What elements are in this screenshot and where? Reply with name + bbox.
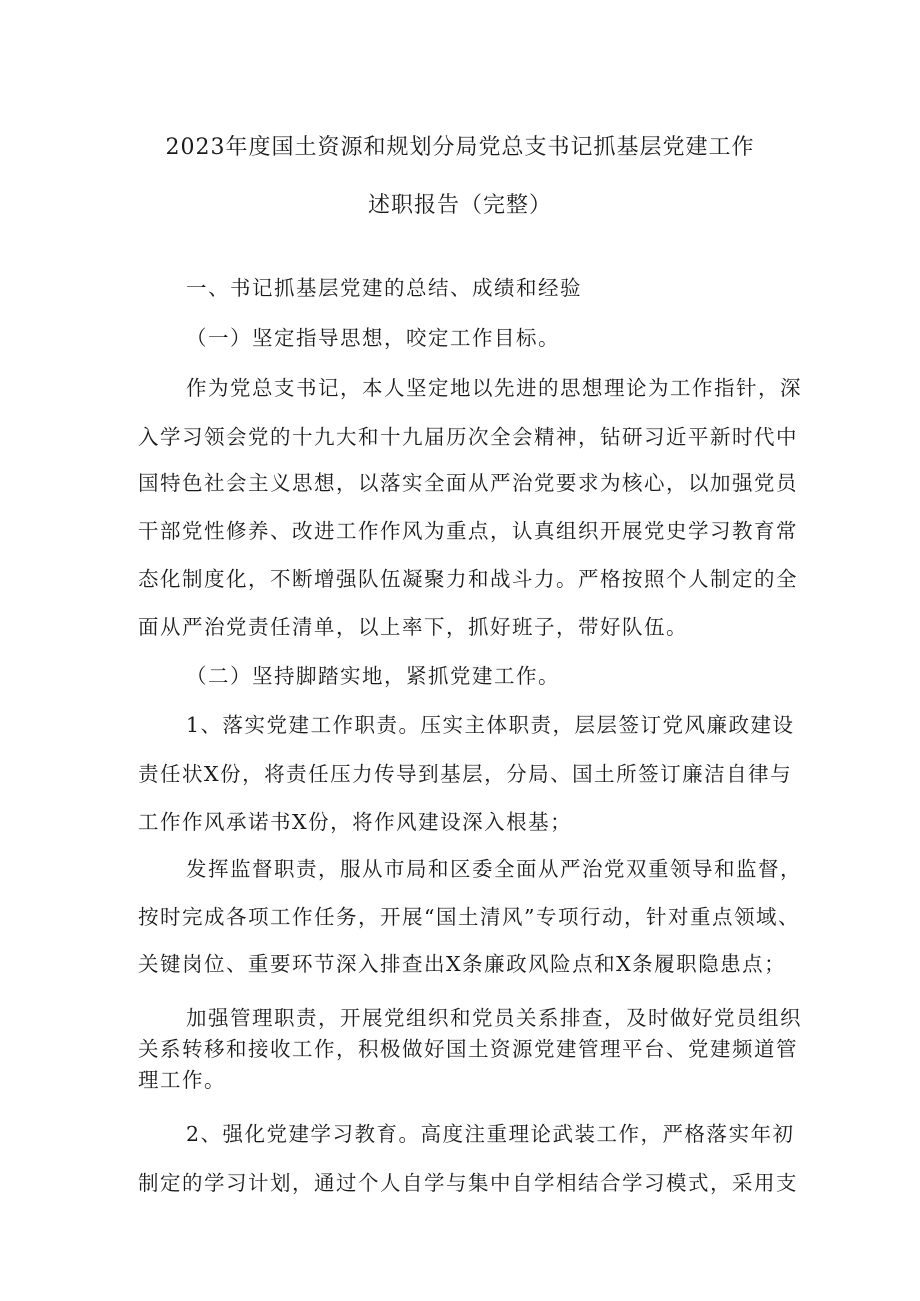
document-title-line-1: 2023年度国土资源和规划分局党总支书记抓基层党建工作 [165,135,755,160]
para-2-line-2: 责任状X份，将责任压力传导到基层，分局、国土所签订廉洁自律与 [138,762,793,786]
para-5-line-2: 制定的学习计划，通过个人自学与集中自学相结合学习模式，采用支 [138,1171,798,1195]
para-5-line-1: 2、强化党建学习教育。高度注重理论武装工作，严格落实年初 [186,1122,795,1146]
para-3-line-1: 发挥监督职责，服从市局和区委全面从严治党双重领导和监督， [186,857,802,881]
para-4-line-3: 理工作。 [138,1068,226,1092]
para-1-line-5: 态化制度化，不断增强队伍凝聚力和战斗力。严格按照个人制定的全 [138,567,798,591]
para-4-line-1: 加强管理职责，开展党组织和党员关系排查，及时做好党员组织 [186,1006,802,1030]
para-1-line-1: 作为党总支书记，本人坚定地以先进的思想理论为工作指针，深 [186,376,802,400]
para-2-line-3: 工作作风承诺书X份，将作风建设深入根基； [138,810,573,834]
para-3-line-2: 按时完成各项工作任务，开展“国土清风”专项行动，针对重点领域、 [138,905,800,929]
para-4-line-2: 关系转移和接收工作，积极做好国土资源党建管理平台、党建频道管 [138,1037,798,1061]
para-3-line-3: 关键岗位、重要环节深入排查出X条廉政风险点和X条履职隐患点； [138,952,787,976]
para-1-line-2: 入学习领会党的十九大和十九届历次全会精神，钻研习近平新时代中 [138,425,798,449]
subsection-2-heading: （二）坚持脚踏实地，紧抓党建工作。 [186,664,560,688]
section-1-heading: 一、书记抓基层党建的总结、成绩和经验 [186,276,582,300]
para-1-line-3: 国特色社会主义思想，以落实全面从严治党要求为核心，以加强党员 [138,471,798,495]
para-1-line-4: 干部党性修养、改进工作作风为重点，认真组织开展党史学习教育常 [138,519,798,543]
para-1-line-6: 面从严治党责任清单，以上率下，抓好班子，带好队伍。 [138,615,688,639]
subsection-1-heading: （一）坚定指导思想，咬定工作目标。 [186,326,560,350]
document-title-line-2: 述职报告（完整） [367,193,552,218]
para-2-line-1: 1、落实党建工作职责。压实主体职责，层层签订党风廉政建设 [186,713,795,737]
